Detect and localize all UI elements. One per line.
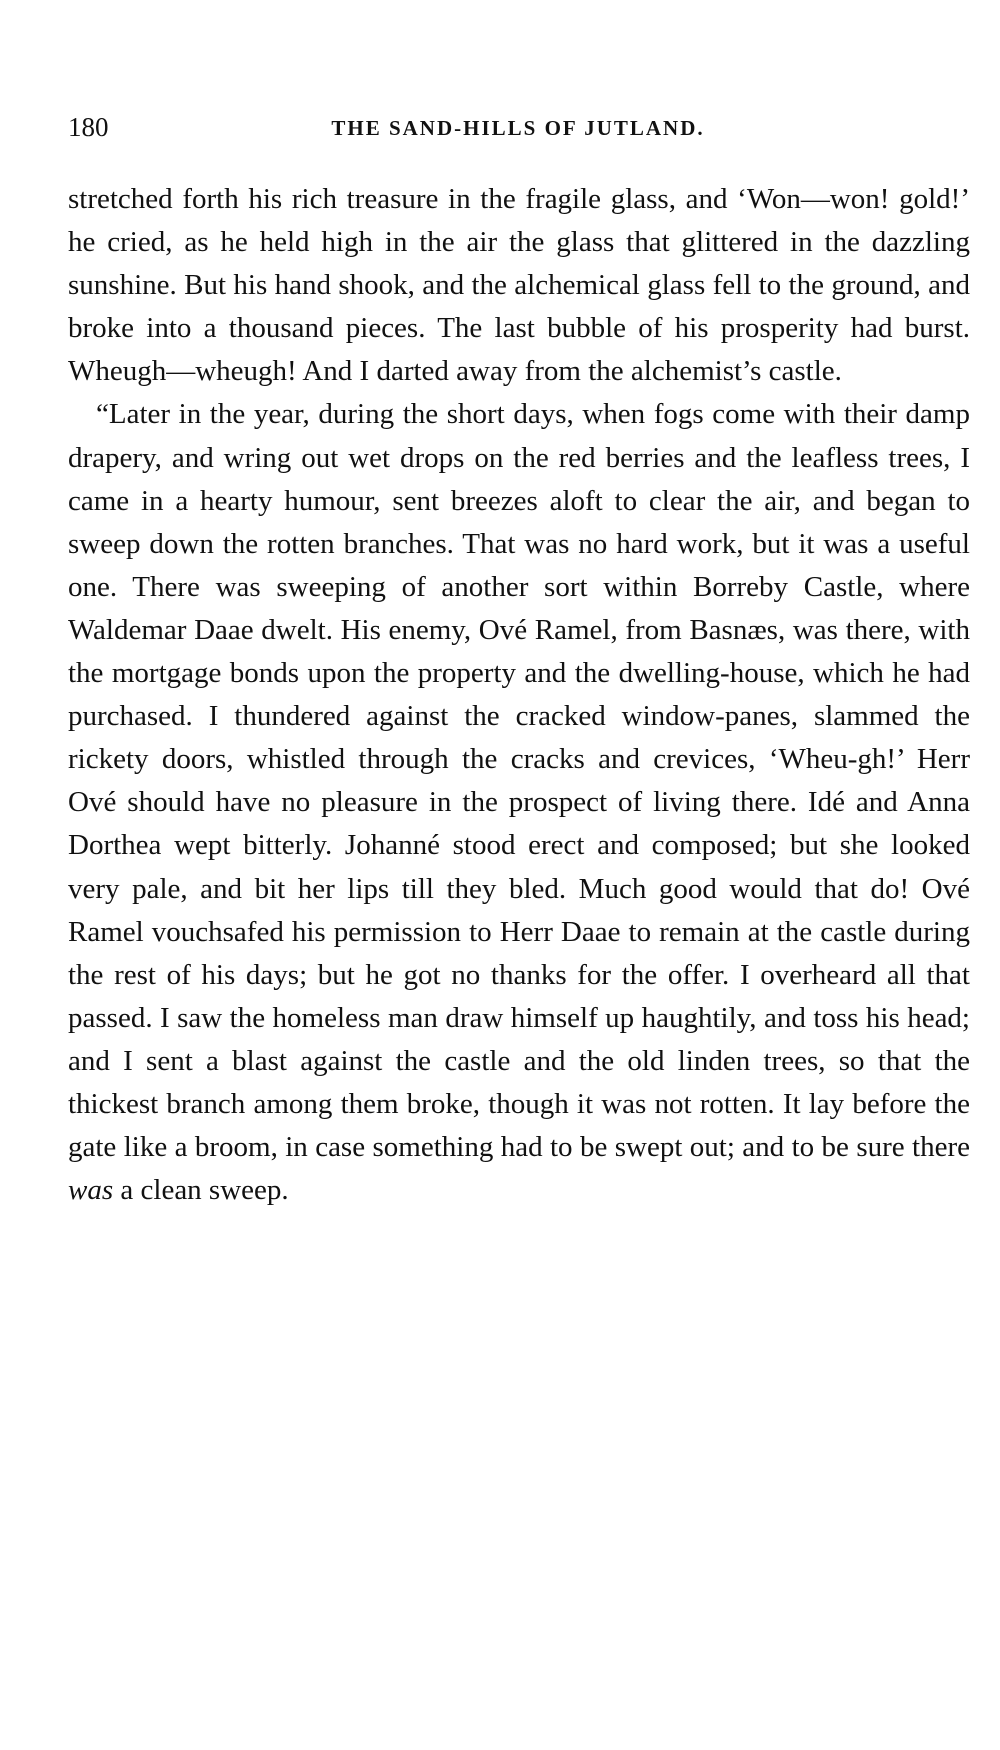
body-text: [68, 178, 970, 1212]
paragraph-2-italic-word: was: [68, 1174, 114, 1207]
page-number: 180: [68, 112, 109, 142]
running-title: THE SAND-HILLS OF JUTLAND.: [331, 116, 705, 140]
paragraph-2-ending: a clean sweep.: [113, 1174, 289, 1207]
paragraph-2: [68, 393, 970, 1212]
paragraph-2-text: “Later in the year, during the short days, when fogs come with their damp drapery, and wring out wet drops on the red berries and the leafless trees, I came in a hearty humour, sent breezes aloft to clear the air, and began to sweep down the rotten branches. That was no hard work, but it was a useful one. There was sweeping of another sort within Borreby Castle, where Waldemar Daae dwelt. His enemy, Ové Ramel, from Basnæs, was there, with the mortgage bonds upon the property and the dwelling-house, which he had purchased. I thundered against the cracked window-panes, slammed the rickety doors, whistled through the cracks and crevices, ‘Wheu-gh!’ Herr Ové should have no pleasure in the prospect of living there. Idé and Anna Dorthea wept bitterly. Johanné stood erect and composed; but she looked very pale, and bit her lips till they bled. Much good would that do! Ové Ramel vouchsafed his permission to Herr Daae to remain at the castle during the rest of his days; but he got no thanks for the offer. I overheard all that passed. I saw the homeless man draw himself up haughtily, and toss his head; and I sent a blast against the castle and the old linden trees, so that the thickest branch among them broke, though it was not rotten. It lay before the gate like a broom, in case something had to be swept out; and to be sure there: [68, 398, 970, 1164]
page-header: [68, 112, 968, 146]
paragraph-1: stretched forth his rich treasure in the fragile glass, and ‘Won—won! gold!’ he cried, as he held high in the air the glass that glittered in the dazzling sunshine. But his hand shook, and the alchemical glass fell to the ground, and broke into a thousand pieces. The last bubble of his prosperity had burst. Wheugh—wheugh! And I darted away from the alchemist’s castle.: [68, 183, 970, 388]
